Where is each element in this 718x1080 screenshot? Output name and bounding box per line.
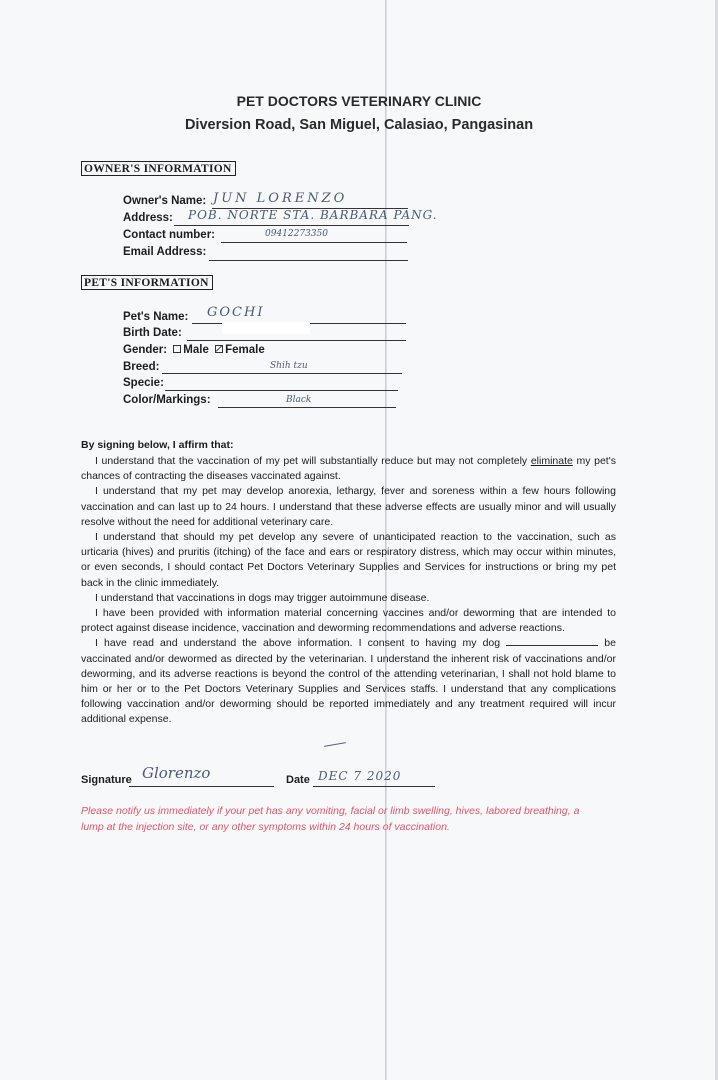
gender-row	[123, 344, 265, 356]
signature-line[interactable]	[129, 786, 274, 787]
pen-mark	[324, 742, 346, 747]
consent-body	[81, 454, 616, 728]
address-label: Address:	[123, 212, 173, 224]
breed-line[interactable]	[162, 373, 402, 374]
male-checkbox[interactable]	[173, 345, 181, 353]
consent-paragraph-2: I understand that my pet may develop anorexia, lethargy, fever and soreness within a few hours following vaccination and can last up to 24 hours. I understand that these adverse effects are usually minor and will usually resolve without the need for additional veterinary care.	[81, 485, 616, 528]
notice-text: Please notify us immediately if your pet has any vomiting, facial or limb swelling, hives, labored breathing, a lump at the injection site, or any other symptoms within 24 hours of vaccination.	[81, 805, 580, 833]
birth-date-label: Birth Date:	[123, 327, 182, 339]
date-value: DEC 7 2020	[318, 769, 402, 783]
color-line[interactable]	[218, 407, 396, 408]
consent-heading: By signing below, I affirm that:	[81, 439, 234, 451]
email-line[interactable]	[209, 260, 408, 261]
consent-p6-text: I have read and understand the above information. I consent to having my dog	[95, 637, 507, 650]
date-label: Date	[286, 774, 310, 786]
birth-date-line[interactable]	[187, 340, 406, 341]
signature-label: Signature	[81, 774, 132, 786]
consent-p1-text: I understand that the vaccination of my pet will substantially reduce but may not completely	[95, 455, 531, 467]
pet-section-title: PET'S INFORMATION	[81, 275, 213, 290]
redaction-box	[222, 322, 310, 334]
color-value: Black	[286, 395, 312, 405]
gender-label: Gender:	[123, 344, 168, 356]
pet-name-value: GOCHI	[207, 305, 265, 320]
consent-p1-underlined: eliminate	[530, 455, 573, 467]
contact-label: Contact number:	[123, 229, 215, 241]
date-line[interactable]	[313, 786, 435, 787]
pet-name-label: Pet's Name:	[123, 311, 189, 323]
email-label: Email Address:	[123, 246, 207, 258]
color-label: Color/Markings:	[123, 394, 211, 406]
address-line[interactable]	[174, 225, 409, 226]
owner-name-value: JUN LORENZO	[213, 191, 348, 206]
specie-line[interactable]	[165, 390, 398, 391]
dog-name-blank[interactable]	[506, 637, 598, 646]
consent-paragraph-1	[81, 454, 616, 484]
consent-paragraph-6	[81, 636, 616, 727]
consent-paragraph-5: I have been provided with information material concerning vaccines and/or deworming that are intended to protect against disease incidence, vaccination and deworming recommendations and adverse reactions.	[81, 607, 616, 635]
contact-line[interactable]	[221, 242, 407, 243]
breed-label: Breed:	[123, 361, 160, 373]
contact-value: 09412273350	[265, 229, 328, 239]
clinic-address: Diversion Road, San Miguel, Calasiao, Pangasinan	[184, 117, 534, 133]
breed-value: Shih tzu	[270, 361, 308, 371]
owner-section-title: OWNER'S INFORMATION	[81, 161, 236, 176]
signature-value: Glorenzo	[142, 764, 211, 782]
consent-paragraph-4: I understand that vaccinations in dogs may trigger autoimmune disease.	[95, 591, 430, 604]
female-label: Female	[225, 344, 265, 356]
specie-label: Specie:	[123, 377, 164, 389]
owner-name-label: Owner's Name:	[123, 195, 207, 207]
consent-paragraph-3: I understand that should my pet develop any severe of unanticipated reaction to the vaccination, such as urticaria (hives) and pruritis (itching) of the face and ears or respiratory distress, which may occur within minutes, or even seconds, I should contact Pet Doctors Veterinary Supplies and Services for instructions or bring my pet back in the clinic immediately.	[81, 531, 616, 589]
female-checkbox[interactable]	[215, 345, 223, 353]
clinic-name: PET DOCTORS VETERINARY CLINIC	[236, 93, 482, 109]
consent-p6-text-end: be vaccinated and/or dewormed as directed by the veterinarian. I understand the inherent risk of vaccinations and/or deworming, and its adverse reactions is beyond the control of the attending veterinarian, I shall not hold blame to him or her or to the Pet Doctors Veterinary Supplies and Services staffs. I understand that any complications following vaccination and/or deworming should be reported immediately and any treatment required will incur additional expense.	[81, 637, 616, 726]
male-label: Male	[183, 344, 209, 356]
address-value: POB. NORTE STA. BARBARA PANG.	[188, 208, 438, 222]
consent-p1-text-end: my pet's chances of contracting the diseases vaccinated against.	[81, 455, 616, 483]
